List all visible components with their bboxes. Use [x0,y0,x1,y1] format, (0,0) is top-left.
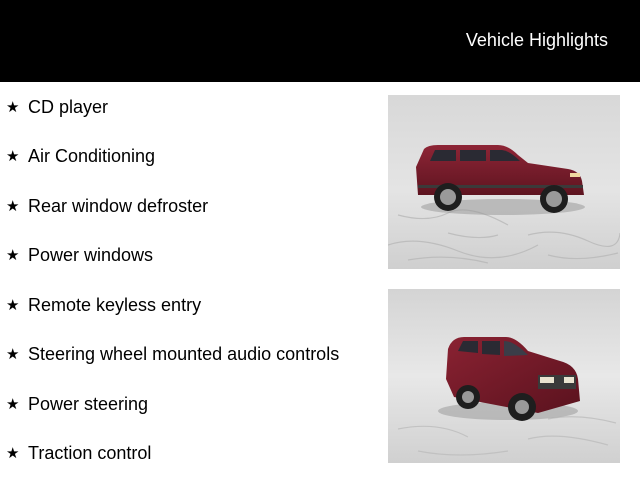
star-icon: ★ [6,197,20,215]
feature-label: Traction control [28,442,152,463]
star-icon: ★ [6,296,20,314]
feature-label: CD player [28,96,109,117]
feature-item [6,243,153,267]
page-title: Vehicle Highlights [465,30,608,50]
feature-label: Steering wheel mounted audio controls [28,343,340,364]
star-icon: ★ [6,395,20,413]
feature-label: Remote keyless entry [28,294,202,315]
feature-label: Power windows [28,244,154,265]
feature-item [6,392,148,416]
feature-item [6,144,155,168]
feature-label: Power steering [28,393,149,414]
star-icon: ★ [6,444,20,462]
feature-item [6,441,151,465]
star-icon: ★ [6,147,20,165]
feature-item [6,95,108,119]
star-icon: ★ [6,246,20,264]
feature-item [6,342,339,366]
feature-label: Rear window defroster [28,195,209,216]
star-icon: ★ [6,98,20,116]
feature-item [6,194,208,218]
feature-label: Air Conditioning [28,145,156,166]
vehicle-front-quarter-photo[interactable] [388,289,620,463]
star-icon: ★ [6,345,20,363]
feature-item [6,293,201,317]
vehicle-side-view-photo[interactable] [388,95,620,269]
header-bar [0,0,640,82]
